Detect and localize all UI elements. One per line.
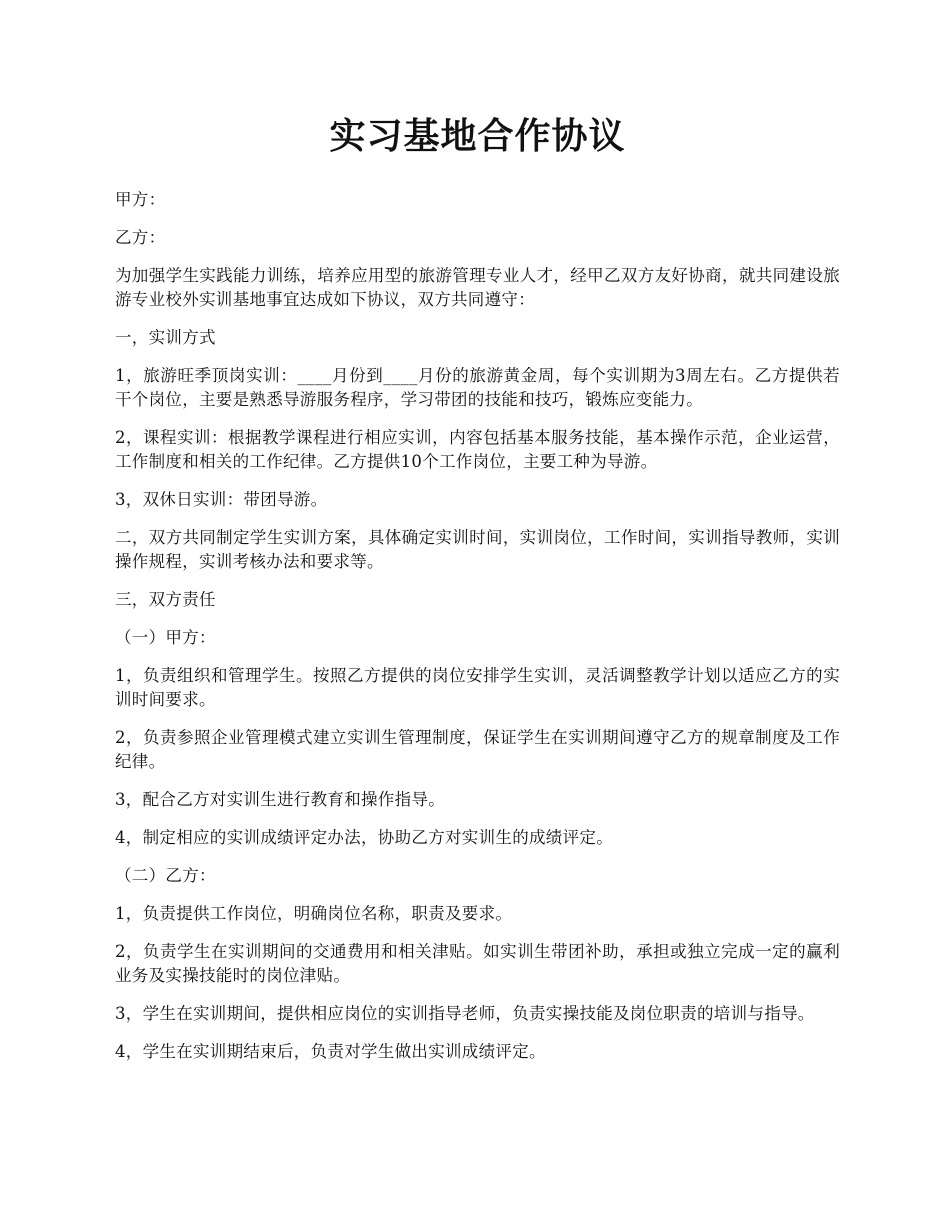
party-a-label: 甲方：: [115, 190, 166, 209]
party-b-duty-3: 3，学生在实训期间，提供相应岗位的实训指导老师，负责实操技能及岗位职责的培训与指导。: [115, 1004, 815, 1023]
section-paragraph-training-plan: 二，双方共同制定学生实训方案，具体确定实训时间，实训岗位，工作时间，实训指导教师，实训操作规程，实训考核办法和要求等。: [115, 528, 840, 571]
document-title: 实习基地合作协议: [329, 115, 626, 157]
training-method-item-2: 2，课程实训：根据教学课程进行相应实训，内容包括基本服务技能，基本操作示范，企业运营，工作制度和相关的工作纪律。乙方提供10个工作岗位，主要工种为导游。: [115, 428, 840, 471]
party-b-duty-1: 1，负责提供工作岗位，明确岗位名称，职责及要求。: [115, 904, 513, 923]
section-heading-responsibilities: 三，双方责任: [115, 590, 216, 609]
party-b-label: 乙方：: [115, 228, 166, 247]
party-a-duty-4: 4，制定相应的实训成绩评定办法，协助乙方对实训生的成绩评定。: [115, 828, 613, 847]
party-a-duty-3: 3，配合乙方对实训生进行教育和操作指导。: [115, 790, 445, 809]
party-b-duty-2: 2，负责学生在实训期间的交通费用和相关津贴。如实训生带团补助，承担或独立完成一定的赢利业务及实操技能时的岗位津贴。: [115, 942, 840, 985]
training-method-item-3: 3，双休日实训：带团导游。: [115, 490, 328, 509]
party-a-duty-2: 2，负责参照企业管理模式建立实训生管理制度，保证学生在实训期间遵守乙方的规章制度及工作纪律。: [115, 728, 840, 771]
party-b-duty-4: 4，学生在实训期结束后，负责对学生做出实训成绩评定。: [115, 1042, 546, 1061]
party-a-duty-1: 1，负责组织和管理学生。按照乙方提供的岗位安排学生实训，灵活调整教学计划以适应乙方的实训时间要求。: [115, 666, 840, 709]
section-heading-training-method: 一，实训方式: [115, 328, 216, 347]
training-method-item-1: 1，旅游旺季顶岗实训：____月份到____月份的旅游黄金周，每个实训期为3周左右。乙方提供若干个岗位，主要是熟悉导游服务程序，学习带团的技能和技巧，锻炼应变能力。: [115, 366, 840, 409]
subsection-heading-party-a: （一）甲方：: [115, 628, 216, 647]
preamble-paragraph: 为加强学生实践能力训练，培养应用型的旅游管理专业人才，经甲乙双方友好协商，就共同建设旅游专业校外实训基地事宜达成如下协议，双方共同遵守：: [115, 266, 840, 309]
subsection-heading-party-b: （二）乙方：: [115, 866, 216, 885]
